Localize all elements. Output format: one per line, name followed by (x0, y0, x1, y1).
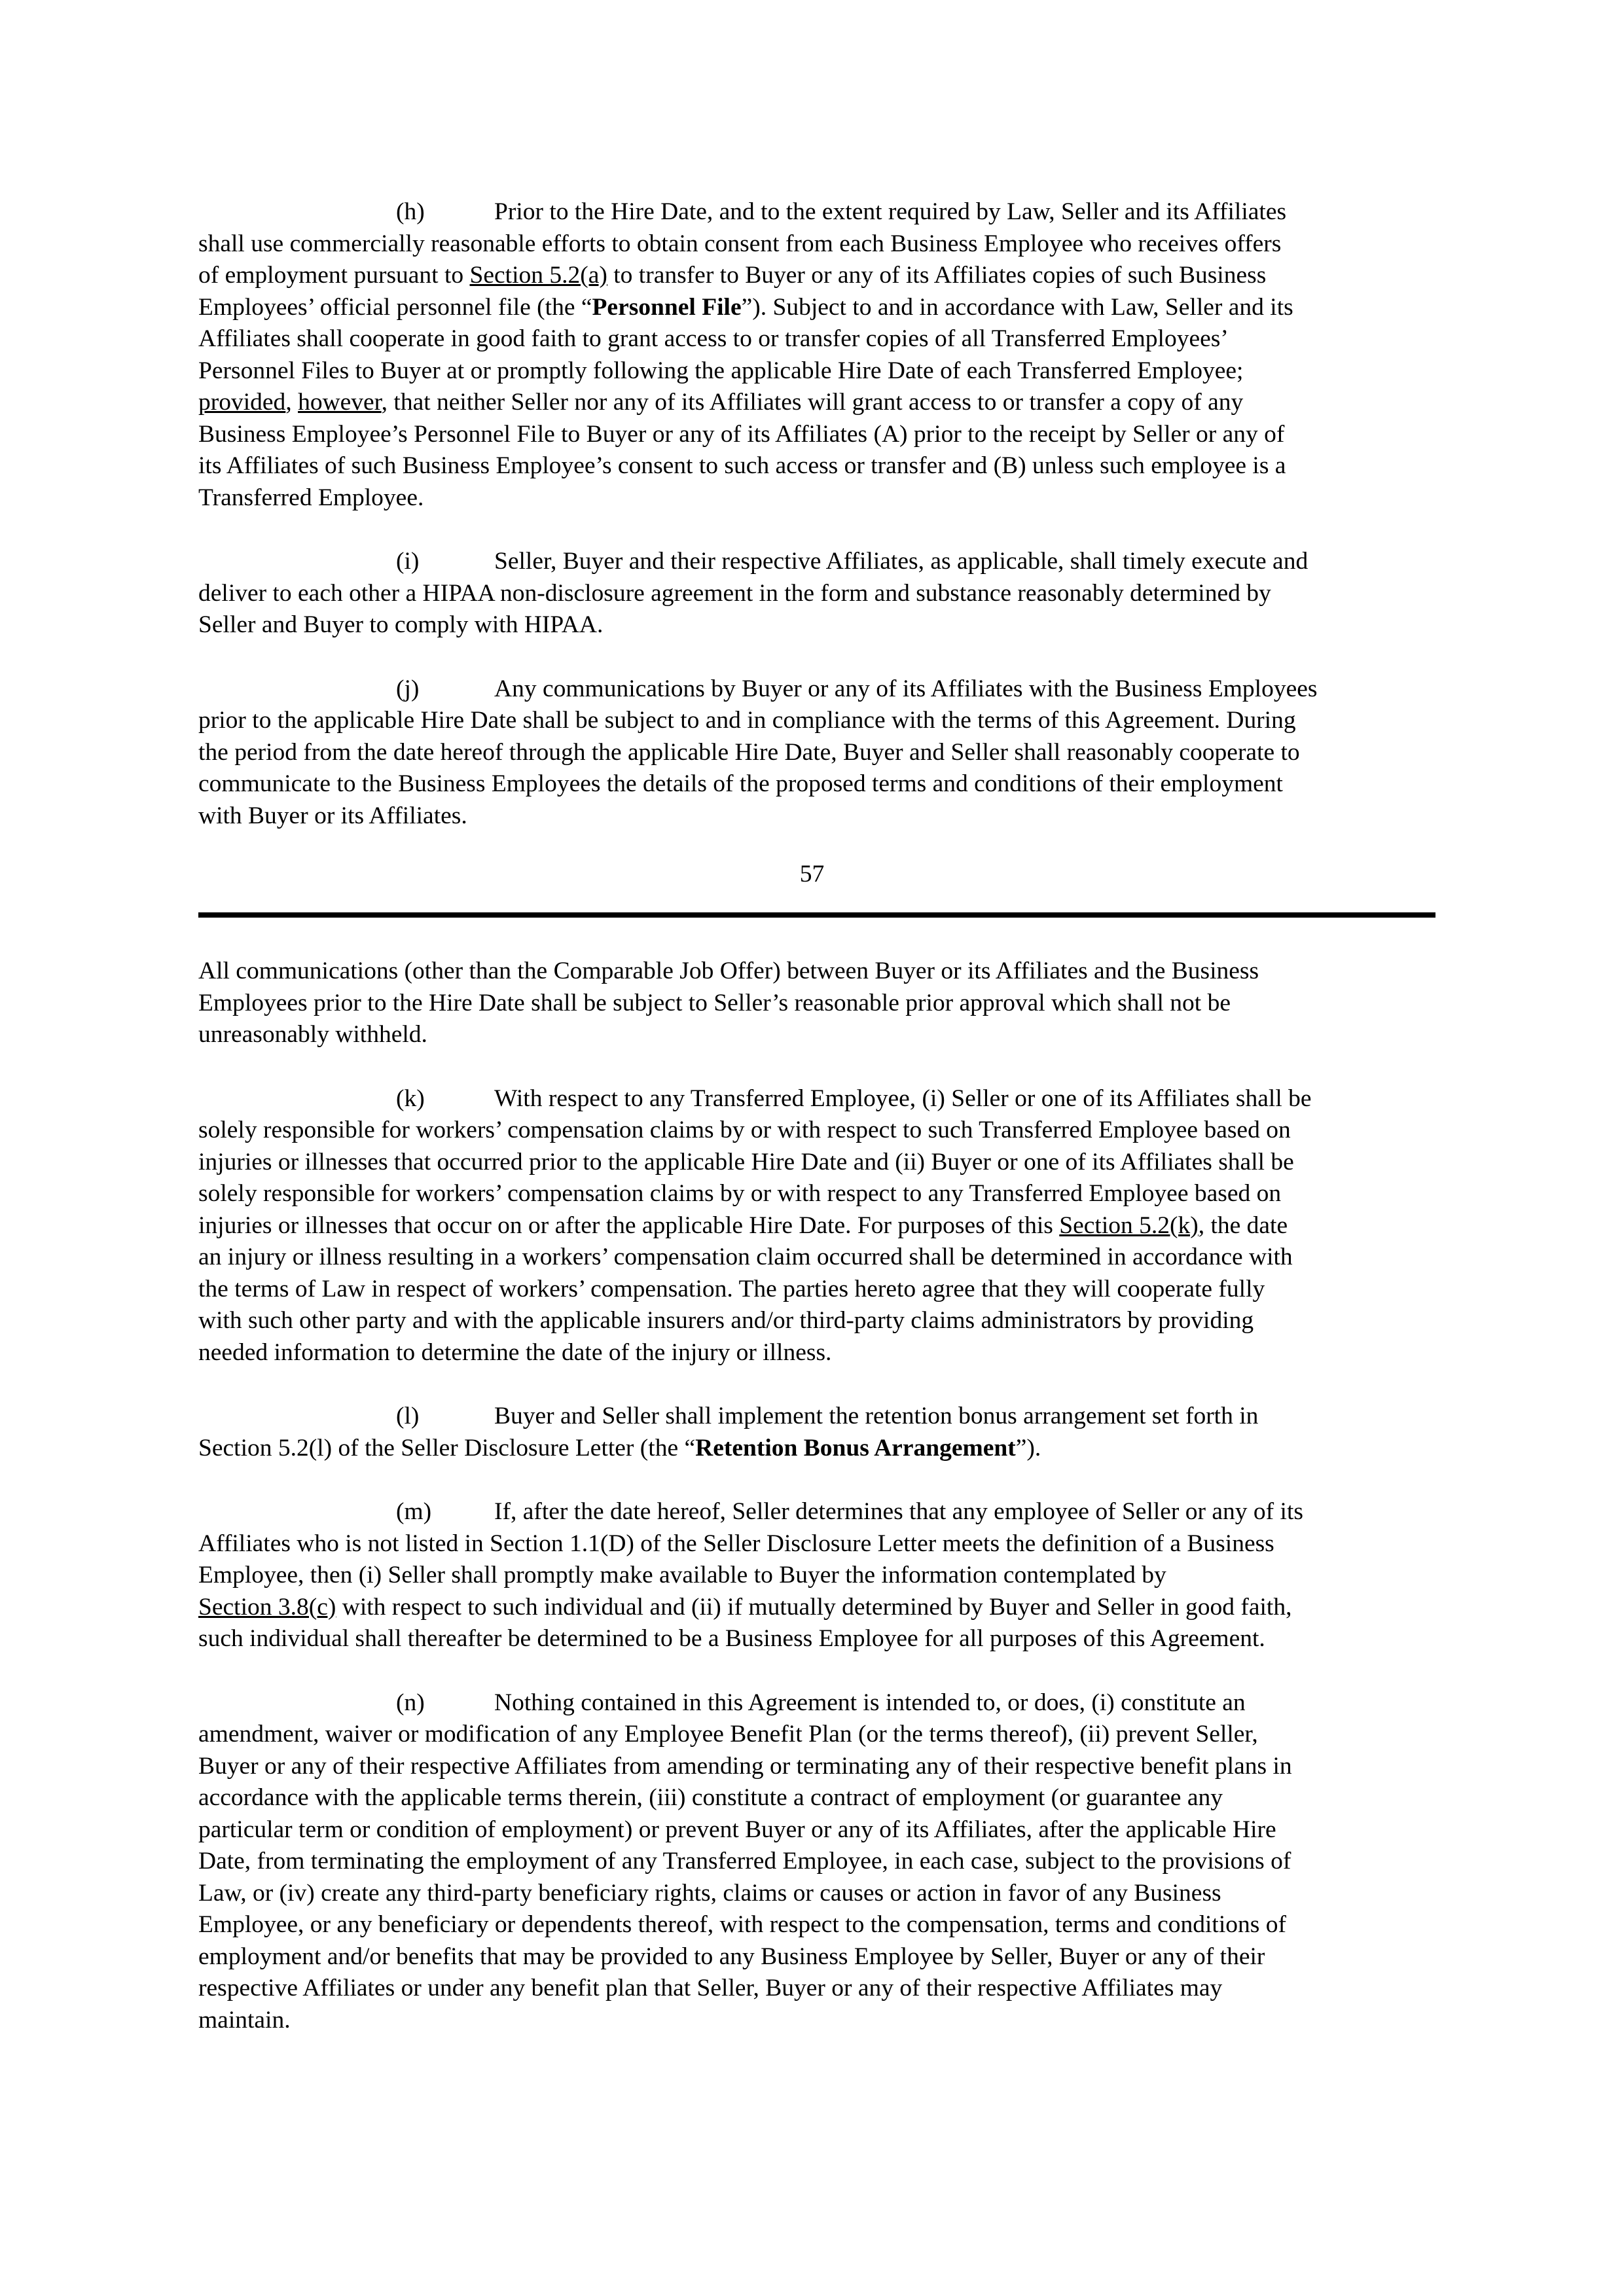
defined-term: Retention Bonus Arrangement (695, 1434, 1016, 1462)
paragraph-marker: (k) (396, 1085, 425, 1112)
paragraph-l: (l) Buyer and Seller shall implement the retention bonus arrangement set forth in Section 5.2(l) of the Seller Disclosure Letter (the “Retention Bonus Arrangement”). (198, 1401, 1435, 1464)
paragraph-j: (j) Any communications by Buyer or any of its Affiliates with the Business Employees prior to the applicable Hire Date shall be subject to and in compliance with the terms of this Agreement. During the period from the date hereof through the applicable Hire Date, Buyer and Seller shall reasonably cooperate to communicate to the Business Employees the details of the proposed terms and conditions of their employment with Buyer or its Affiliates. (198, 673, 1435, 833)
paragraph-marker: (n) (396, 1689, 425, 1716)
defined-term: Personnel File (592, 293, 742, 321)
page-number: 57 (799, 861, 825, 888)
paragraph-continuation: All communications (other than the Comparable Job Offer) between Buyer or its Affiliates and the Business Employees prior to the Hire Date shall be subject to Seller’s reasonable prior approval which shall not be unreasonably withheld. (198, 958, 1259, 1048)
paragraph-m: (m) If, after the date hereof, Seller determines that any employee of Seller or any of its Affiliates who is not listed in Section 1.1(D) of the Seller Disclosure Letter meets the definition of a Business Employee, then (i) Seller shall promptly make available to Buyer the information contemplated by Section 3.8(c) with respect to such individual and (ii) if mutually determined by Buyer and Seller in good faith, such individual shall thereafter be determined to be a Business Employee for all purposes of this Agreement. (198, 1496, 1435, 1655)
proviso-term: however (298, 389, 382, 416)
paragraph-i: (i) Seller, Buyer and their respective Affiliates, as applicable, shall timely execute and deliver to each other a HIPAA non-disclosure agreement in the form and substance reasonably determined by Seller and Buyer to comply with HIPAA. (198, 546, 1435, 641)
page-divider (198, 912, 1435, 918)
section-reference: Section 5.2(k) (1059, 1211, 1199, 1239)
section-reference: Section 5.2(a) (469, 262, 607, 289)
paragraph-h: (h) Prior to the Hire Date, and to the extent required by Law, Seller and its Affiliates shall use commercially reasonable efforts to obtain consent from each Business Employee who receives offers of employment pursuant to Section 5.2(a) to transfer to Buyer or any of its Affiliates copies of such Business Employees’ official personnel file (the “Personnel File”). Subject to and in accordance with Law, Seller and its Affiliates shall cooperate in good faith to grant access to or transfer copies of all Transferred Employees’ Personnel Files to Buyer at or promptly following the applicable Hire Date of each Transferred Employee; provided, however, that neither Seller nor any of its Affiliates will grant access to or transfer a copy of any Business Employee’s Personnel File to Buyer or any of its Affiliates (A) prior to the receipt by Seller or any of its Affiliates of such Business Employee’s consent to such access or transfer and (B) unless such employee is a Transferred Employee. (198, 196, 1435, 514)
page-top (198, 196, 1435, 832)
paragraph-k: (k) With respect to any Transferred Employee, (i) Seller or one of its Affiliates shall be solely responsible for workers’ compensation claims by or with respect to such Transferred Employee based on injuries or illnesses that occurred prior to the applicable Hire Date and (ii) Buyer or one of its Affiliates shall be solely responsible for workers’ compensation claims by or with respect to any Transferred Employee based on injuries or illnesses that occur on or after the applicable Hire Date. For purposes of this Section 5.2(k), the date an injury or illness resulting in a workers’ compensation claim occurred shall be determined in accordance with the terms of Law in respect of workers’ compensation. The parties hereto agree that they will cooperate fully with such other party and with the applicable insurers and/or third-party claims administrators by providing needed information to determine the date of the injury or illness. (198, 1083, 1435, 1369)
paragraph-marker: (m) (396, 1498, 432, 1525)
paragraph-marker: (l) (396, 1403, 420, 1429)
paragraph-marker: (j) (396, 675, 420, 702)
paragraph-marker: (h) (396, 198, 425, 225)
page-bottom (198, 956, 1435, 2036)
paragraph-n: (n) Nothing contained in this Agreement is intended to, or does, (i) constitute an amendment, waiver or modification of any Employee Benefit Plan (or the terms thereof), (ii) prevent Seller, Buyer or any of their respective Affiliates from amending or terminating any of their respective benefit plans in accordance with the applicable terms therein, (iii) constitute a contract of employment (or guarantee any particular term or condition of employment) or prevent Buyer or any of its Affiliates, after the applicable Hire Date, from terminating the employment of any Transferred Employee, in each case, subject to the provisions of Law, or (iv) create any third-party beneficiary rights, claims or causes or action in favor of any Business Employee, or any beneficiary or dependents thereof, with respect to the compensation, terms and conditions of employment and/or benefits that may be provided to any Business Employee by Seller, Buyer or any of their respective Affiliates or under any benefit plan that Seller, Buyer or any of their respective Affiliates may maintain. (198, 1687, 1435, 2037)
proviso-term: provided (198, 389, 286, 416)
section-reference: Section 3.8(c) (198, 1593, 336, 1621)
paragraph-marker: (i) (396, 548, 420, 575)
